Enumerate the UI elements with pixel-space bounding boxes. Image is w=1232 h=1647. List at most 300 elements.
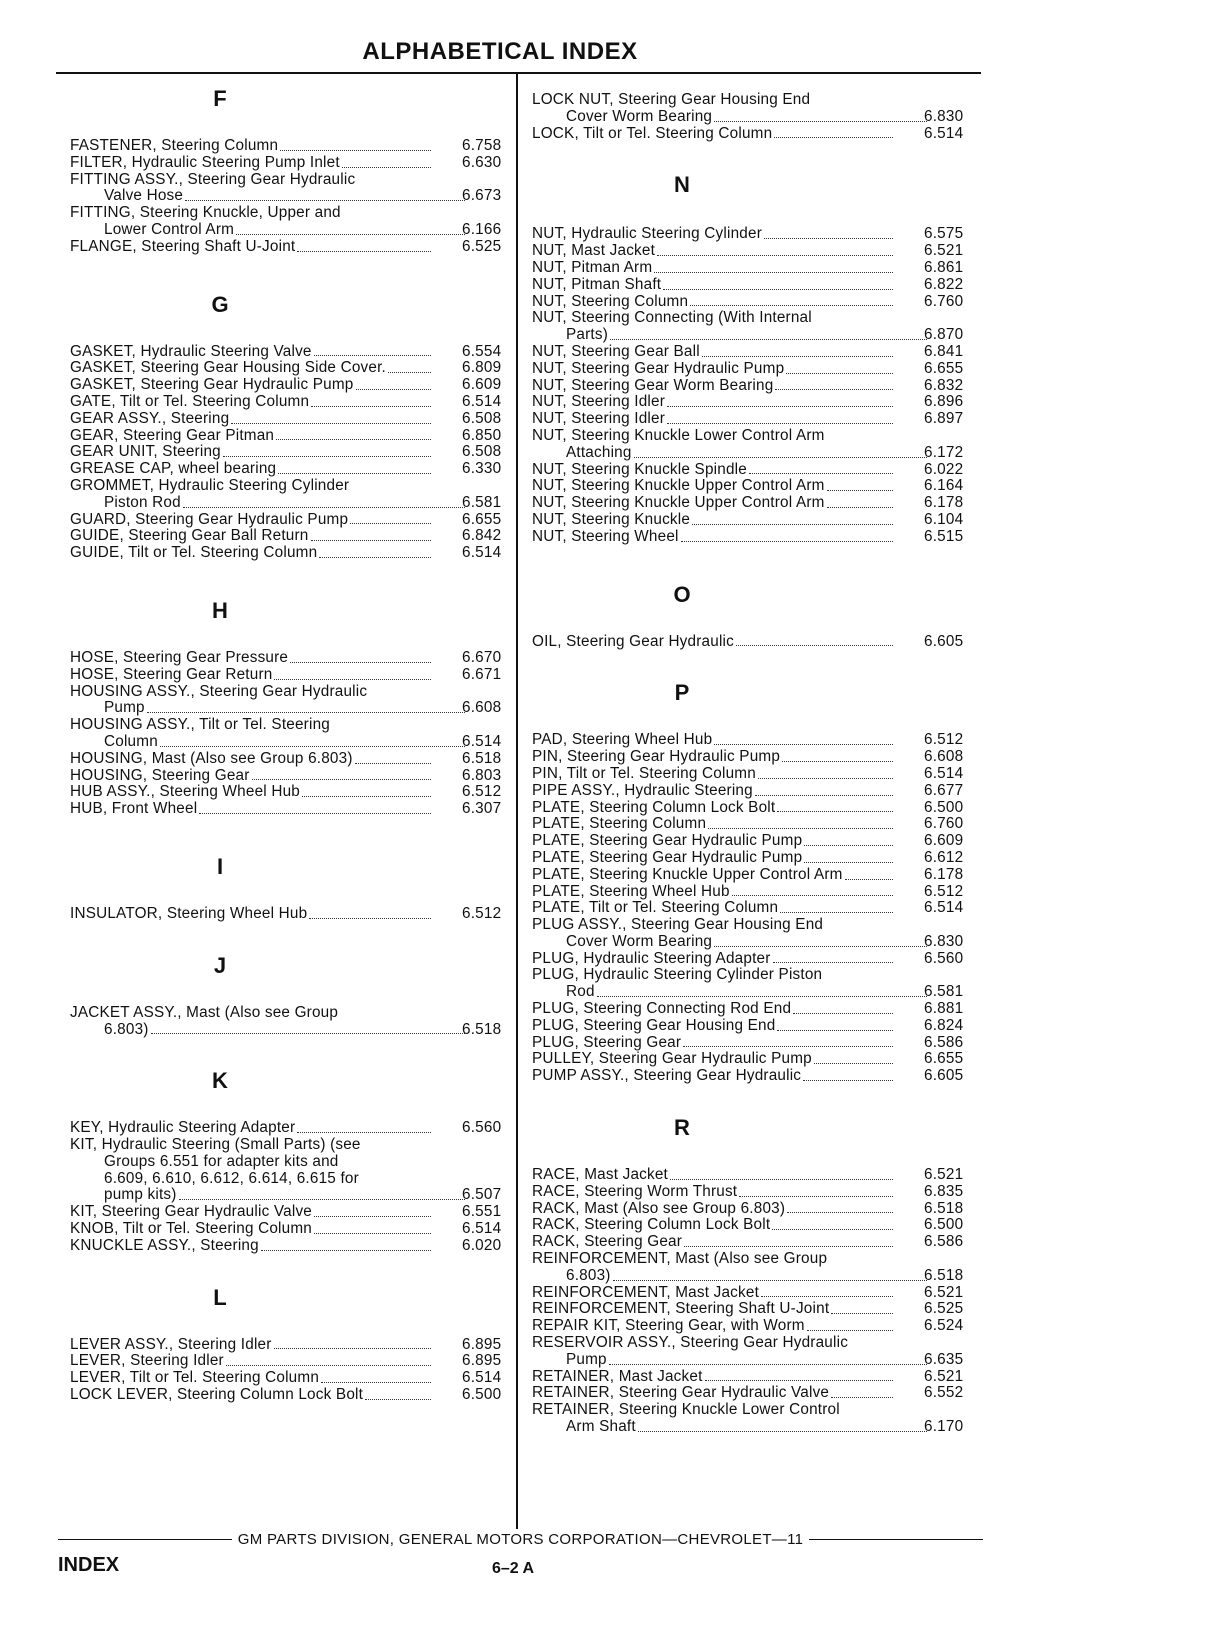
entry-text: GASKET, Steering Gear Housing Side Cover. bbox=[70, 359, 386, 377]
entry-text: REINFORCEMENT, Mast (Also see Group bbox=[532, 1250, 828, 1268]
dot-leader bbox=[274, 1348, 431, 1349]
page-reference: 6.605 bbox=[924, 632, 964, 650]
page-reference: 6.552 bbox=[924, 1384, 964, 1402]
page-number: 6–2 A bbox=[492, 1560, 535, 1577]
page-reference: 6.554 bbox=[462, 342, 502, 360]
page-reference: 6.897 bbox=[924, 410, 964, 428]
entry-text: GASKET, Hydraulic Steering Valve bbox=[70, 342, 312, 360]
page-reference: 6.677 bbox=[924, 781, 964, 799]
dot-leader bbox=[773, 962, 893, 963]
index-entry bbox=[532, 1251, 972, 1285]
entry-text: NUT, Pitman Arm bbox=[532, 258, 653, 276]
page-reference: 6.514 bbox=[924, 899, 964, 917]
page-reference: 6.508 bbox=[462, 409, 502, 427]
dot-leader bbox=[638, 1431, 927, 1432]
index-entry bbox=[70, 545, 510, 562]
page-reference: 6.514 bbox=[462, 544, 502, 562]
section-letter: K bbox=[212, 1068, 228, 1094]
entry-text: PLUG ASSY., Steering Gear Housing End bbox=[532, 916, 824, 934]
index-entry bbox=[532, 344, 972, 361]
dot-leader bbox=[690, 305, 893, 306]
index-section bbox=[70, 292, 510, 562]
page-reference: 6.609 bbox=[924, 832, 964, 850]
dot-leader bbox=[708, 828, 893, 829]
dot-leader bbox=[657, 255, 893, 256]
page-reference: 6.307 bbox=[462, 800, 502, 818]
page-reference: 6.655 bbox=[924, 359, 964, 377]
page-reference: 6.655 bbox=[462, 510, 502, 528]
dot-leader bbox=[314, 1233, 431, 1234]
index-entry bbox=[70, 155, 510, 172]
dot-leader bbox=[297, 251, 431, 252]
index-entry bbox=[532, 917, 972, 951]
page-reference: 6.895 bbox=[462, 1335, 502, 1353]
index-section bbox=[70, 854, 510, 923]
dot-leader bbox=[350, 523, 431, 524]
entry-text: NUT, Steering Knuckle Spindle bbox=[532, 460, 747, 478]
footer-rule-right bbox=[809, 1539, 983, 1541]
index-entry bbox=[532, 1051, 972, 1068]
entry-text: GEAR ASSY., Steering bbox=[70, 409, 230, 427]
dot-leader bbox=[261, 1250, 431, 1251]
index-entry bbox=[70, 1387, 510, 1404]
page-title: ALPHABETICAL INDEX bbox=[362, 38, 638, 65]
dot-leader bbox=[667, 406, 893, 407]
dot-leader bbox=[609, 1364, 927, 1365]
dot-leader bbox=[758, 778, 893, 779]
entry-text: KIT, Steering Gear Hydraulic Valve bbox=[70, 1203, 313, 1221]
entry-text: NUT, Steering Gear Hydraulic Pump bbox=[532, 359, 785, 377]
entry-text: 6.609, 6.610, 6.612, 6.614, 6.615 for bbox=[104, 1169, 359, 1187]
entry-text: FITTING ASSY., Steering Gear Hydraulic bbox=[70, 170, 356, 188]
page-reference: 6.671 bbox=[462, 665, 502, 683]
dot-leader bbox=[185, 200, 465, 201]
entry-text: GEAR UNIT, Steering bbox=[70, 443, 221, 461]
entry-text: JACKET ASSY., Mast (Also see Group bbox=[70, 1003, 339, 1021]
page-reference: 6.178 bbox=[924, 865, 964, 883]
entry-text: PLATE, Steering Column Lock Bolt bbox=[532, 798, 776, 816]
index-entry bbox=[532, 1285, 972, 1302]
index-entry bbox=[70, 528, 510, 545]
entry-text: PLATE, Steering Wheel Hub bbox=[532, 882, 730, 900]
index-entry bbox=[532, 1018, 972, 1035]
page-reference: 6.605 bbox=[924, 1067, 964, 1085]
entry-text: NUT, Steering Knuckle bbox=[532, 510, 691, 528]
entry-text: LOCK NUT, Steering Gear Housing End bbox=[532, 91, 811, 108]
dot-leader bbox=[683, 1046, 893, 1047]
entry-text: NUT, Mast Jacket bbox=[532, 242, 656, 260]
dot-leader bbox=[252, 779, 431, 780]
dot-leader bbox=[807, 1330, 893, 1331]
page-reference: 6.507 bbox=[462, 1186, 502, 1204]
dot-leader bbox=[705, 1380, 893, 1381]
entry-text: Column bbox=[104, 732, 158, 750]
index-entry bbox=[70, 512, 510, 529]
dot-leader bbox=[356, 389, 431, 390]
index-entry bbox=[532, 766, 972, 783]
index-entry bbox=[70, 428, 510, 445]
entry-text: HOUSING ASSY., Steering Gear Hydraulic bbox=[70, 682, 368, 700]
dot-leader bbox=[365, 1399, 431, 1400]
entry-text: PLATE, Steering Gear Hydraulic Pump bbox=[532, 832, 803, 850]
page-reference: 6.518 bbox=[924, 1199, 964, 1217]
page-reference: 6.512 bbox=[924, 882, 964, 900]
index-entry bbox=[532, 833, 972, 850]
dot-leader bbox=[831, 1313, 893, 1314]
index-entry bbox=[532, 126, 972, 143]
dot-leader bbox=[667, 423, 893, 424]
index-entry bbox=[70, 444, 510, 461]
page-reference: 6.670 bbox=[462, 648, 502, 666]
page-reference: 6.508 bbox=[462, 443, 502, 461]
entry-text: Pump bbox=[104, 699, 145, 717]
index-entry bbox=[532, 495, 972, 512]
page-reference: 6.870 bbox=[924, 326, 964, 344]
entry-text: GREASE CAP, wheel bearing bbox=[70, 460, 277, 478]
entry-text: Attaching bbox=[566, 443, 632, 461]
entry-text: HOSE, Steering Gear Return bbox=[70, 665, 273, 683]
index-entry bbox=[70, 768, 510, 785]
index-entry bbox=[532, 1301, 972, 1318]
entry-text: RETAINER, Steering Gear Hydraulic Valve bbox=[532, 1384, 830, 1402]
entry-text: RACE, Steering Worm Thrust bbox=[532, 1182, 738, 1200]
page-reference: 6.514 bbox=[924, 764, 964, 782]
entry-text: RETAINER, Steering Knuckle Lower Control bbox=[532, 1401, 840, 1419]
page-reference: 6.164 bbox=[924, 477, 964, 495]
entry-text: PULLEY, Steering Gear Hydraulic Pump bbox=[532, 1050, 812, 1068]
page-reference: 6.521 bbox=[924, 1283, 964, 1301]
dot-leader bbox=[739, 1196, 893, 1197]
entry-text: NUT, Steering Knuckle Upper Control Arm bbox=[532, 494, 825, 512]
page-reference: 6.830 bbox=[924, 107, 964, 125]
entry-text: RACK, Mast (Also see Group 6.803) bbox=[532, 1199, 786, 1217]
page-reference: 6.850 bbox=[462, 426, 502, 444]
entry-text: OIL, Steering Gear Hydraulic bbox=[532, 632, 734, 650]
section-letter: H bbox=[212, 597, 228, 623]
index-entry bbox=[532, 226, 972, 243]
entry-text: pump kits) bbox=[104, 1186, 177, 1204]
index-section bbox=[532, 1115, 972, 1436]
page-reference: 6.518 bbox=[462, 1020, 502, 1038]
entry-text: Cover Worm Bearing bbox=[566, 107, 713, 125]
dot-leader bbox=[654, 272, 893, 273]
entry-text: PIPE ASSY., Hydraulic Steering bbox=[532, 781, 753, 799]
index-entry bbox=[532, 1184, 972, 1201]
entry-text: 6.803) bbox=[104, 1020, 149, 1038]
index-entry bbox=[70, 751, 510, 768]
index-entry bbox=[532, 294, 972, 311]
dot-leader bbox=[777, 811, 893, 812]
entry-text: Groups 6.551 for adapter kits and bbox=[104, 1152, 339, 1170]
index-entry bbox=[70, 461, 510, 478]
entry-text: NUT, Steering Idler bbox=[532, 393, 666, 411]
page-reference: 6.609 bbox=[462, 376, 502, 394]
dot-leader bbox=[714, 121, 927, 122]
dot-leader bbox=[226, 1365, 431, 1366]
entry-text: PIN, Steering Gear Hydraulic Pump bbox=[532, 748, 781, 766]
index-entry bbox=[532, 1318, 972, 1335]
index-entry bbox=[532, 1335, 972, 1369]
page-reference: 6.586 bbox=[924, 1233, 964, 1251]
page-reference: 6.521 bbox=[924, 242, 964, 260]
entry-text: INSULATOR, Steering Wheel Hub bbox=[70, 904, 308, 922]
index-entry bbox=[70, 667, 510, 684]
dot-leader bbox=[297, 1132, 431, 1133]
index-entry bbox=[532, 310, 972, 344]
dot-leader bbox=[803, 1080, 893, 1081]
entry-text: KEY, Hydraulic Steering Adapter bbox=[70, 1119, 296, 1137]
entry-text: GUARD, Steering Gear Hydraulic Pump bbox=[70, 510, 349, 528]
page-reference: 6.020 bbox=[462, 1236, 502, 1254]
index-entry bbox=[70, 239, 510, 256]
index-entry bbox=[70, 717, 510, 751]
entry-text: LEVER ASSY., Steering Idler bbox=[70, 1335, 272, 1353]
dot-leader bbox=[147, 712, 465, 713]
dot-leader bbox=[670, 1179, 893, 1180]
index-entry bbox=[70, 1005, 510, 1039]
index-entry bbox=[532, 1385, 972, 1402]
page-reference: 6.104 bbox=[924, 510, 964, 528]
entry-text: RACK, Steering Column Lock Bolt bbox=[532, 1216, 771, 1234]
entry-text: FLANGE, Steering Shaft U-Joint bbox=[70, 237, 296, 255]
index-entry bbox=[532, 816, 972, 833]
page-reference: 6.524 bbox=[924, 1317, 964, 1335]
index-entry bbox=[70, 1337, 510, 1354]
page-reference: 6.630 bbox=[462, 153, 502, 171]
entry-text: PLUG, Steering Connecting Rod End bbox=[532, 1000, 792, 1018]
page-reference: 6.500 bbox=[924, 798, 964, 816]
entry-text: RACE, Mast Jacket bbox=[532, 1166, 669, 1184]
index-entry bbox=[532, 260, 972, 277]
index-entry bbox=[532, 462, 972, 479]
entry-text: HUB ASSY., Steering Wheel Hub bbox=[70, 783, 300, 801]
index-entry bbox=[70, 377, 510, 394]
index-entry bbox=[70, 684, 510, 718]
index-section bbox=[532, 680, 972, 1085]
index-entry bbox=[70, 138, 510, 155]
dot-leader bbox=[736, 645, 893, 646]
dot-leader bbox=[804, 862, 893, 863]
page-reference: 6.514 bbox=[462, 732, 502, 750]
entry-text: Valve Hose bbox=[104, 187, 184, 205]
index-entry bbox=[70, 1370, 510, 1387]
footer-text: GM PARTS DIVISION, GENERAL MOTORS CORPORATION—CHEVROLET—11 bbox=[237, 1531, 804, 1548]
page-reference: 6.841 bbox=[924, 342, 964, 360]
dot-leader bbox=[321, 1382, 431, 1383]
index-entry bbox=[532, 529, 972, 546]
section-letter: G bbox=[211, 291, 229, 317]
entry-text: REPAIR KIT, Steering Gear, with Worm bbox=[532, 1317, 805, 1335]
entry-text: NUT, Steering Knuckle Upper Control Arm bbox=[532, 477, 825, 495]
entry-text: Arm Shaft bbox=[566, 1418, 636, 1436]
entry-text: NUT, Steering Gear Ball bbox=[532, 342, 700, 360]
page-reference: 6.861 bbox=[924, 258, 964, 276]
page-reference: 6.758 bbox=[462, 137, 502, 154]
entry-text: Rod bbox=[566, 983, 595, 1001]
entry-text: PLUG, Steering Gear Housing End bbox=[532, 1016, 776, 1034]
index-entry bbox=[532, 1402, 972, 1436]
entry-text: KNOB, Tilt or Tel. Steering Column bbox=[70, 1220, 313, 1238]
dot-leader bbox=[278, 473, 431, 474]
index-entry bbox=[532, 1234, 972, 1251]
index-entry bbox=[532, 1369, 972, 1386]
dot-leader bbox=[787, 1212, 893, 1213]
entry-text: PLUG, Steering Gear bbox=[532, 1033, 682, 1051]
dot-leader bbox=[319, 557, 431, 558]
page-reference: 6.514 bbox=[462, 392, 502, 410]
index-section bbox=[70, 1285, 510, 1404]
index-entry bbox=[70, 1204, 510, 1221]
dot-leader bbox=[290, 662, 431, 663]
entry-text: RESERVOIR ASSY., Steering Gear Hydraulic bbox=[532, 1334, 849, 1352]
page-reference: 6.581 bbox=[462, 493, 502, 511]
index-entry bbox=[532, 394, 972, 411]
page-reference: 6.022 bbox=[924, 460, 964, 478]
dot-leader bbox=[311, 540, 432, 541]
entry-text: PLATE, Steering Knuckle Upper Control Arm bbox=[532, 865, 843, 883]
dot-leader bbox=[388, 372, 431, 373]
dot-leader bbox=[782, 761, 893, 762]
dot-leader bbox=[223, 456, 431, 457]
index-entry bbox=[70, 1221, 510, 1238]
dot-leader bbox=[314, 355, 431, 356]
page-reference: 6.560 bbox=[462, 1119, 502, 1137]
dot-leader bbox=[276, 439, 431, 440]
dot-leader bbox=[845, 879, 893, 880]
dot-leader bbox=[684, 1246, 893, 1247]
entry-text: NUT, Steering Wheel bbox=[532, 527, 679, 545]
entry-text: GUIDE, Steering Gear Ball Return bbox=[70, 527, 309, 545]
page-reference: 6.521 bbox=[924, 1367, 964, 1385]
index-entry bbox=[532, 478, 972, 495]
entry-text: Pump bbox=[566, 1350, 607, 1368]
index-entry bbox=[532, 800, 972, 817]
page-reference: 6.760 bbox=[924, 292, 964, 310]
page-reference: 6.166 bbox=[462, 220, 502, 238]
entry-text: FASTENER, Steering Column bbox=[70, 137, 279, 154]
index-entry bbox=[532, 749, 972, 766]
dot-leader bbox=[692, 524, 893, 525]
page-reference: 6.881 bbox=[924, 1000, 964, 1018]
dot-leader bbox=[274, 679, 431, 680]
entry-text: PUMP ASSY., Steering Gear Hydraulic bbox=[532, 1067, 802, 1085]
page-reference: 6.512 bbox=[924, 731, 964, 749]
index-entry bbox=[70, 394, 510, 411]
dot-leader bbox=[681, 541, 893, 542]
section-letter: P bbox=[674, 680, 690, 706]
page-reference: 6.500 bbox=[924, 1216, 964, 1234]
page-reference: 6.822 bbox=[924, 275, 964, 293]
entry-text: LOCK LEVER, Steering Column Lock Bolt bbox=[70, 1386, 364, 1404]
dot-leader bbox=[160, 746, 465, 747]
entry-text: REINFORCEMENT, Mast Jacket bbox=[532, 1283, 760, 1301]
dot-leader bbox=[732, 895, 893, 896]
entry-text: LEVER, Steering Idler bbox=[70, 1352, 224, 1370]
page-reference: 6.512 bbox=[462, 783, 502, 801]
index-entry bbox=[70, 411, 510, 428]
index-entry bbox=[532, 1201, 972, 1218]
section-letter: R bbox=[674, 1115, 690, 1141]
dot-leader bbox=[309, 918, 431, 919]
page-reference: 6.896 bbox=[924, 393, 964, 411]
dot-leader bbox=[774, 137, 893, 138]
entry-text: HOUSING ASSY., Tilt or Tel. Steering bbox=[70, 716, 330, 734]
dot-leader bbox=[302, 796, 431, 797]
page-reference: 6.760 bbox=[924, 815, 964, 833]
entry-text: PLATE, Tilt or Tel. Steering Column bbox=[532, 899, 779, 917]
page-reference: 6.803 bbox=[462, 766, 502, 784]
page-reference: 6.172 bbox=[924, 443, 964, 461]
index-entry bbox=[532, 1068, 972, 1085]
entry-text: NUT, Hydraulic Steering Cylinder bbox=[532, 225, 762, 243]
dot-leader bbox=[597, 996, 927, 997]
dot-leader bbox=[749, 473, 893, 474]
index-entry bbox=[532, 361, 972, 378]
page-reference: 6.514 bbox=[462, 1369, 502, 1387]
index-section bbox=[532, 582, 972, 651]
index-entry bbox=[70, 205, 510, 239]
entry-text: PLATE, Steering Gear Hydraulic Pump bbox=[532, 848, 803, 866]
page-reference: 6.830 bbox=[924, 932, 964, 950]
page-reference: 6.809 bbox=[462, 359, 502, 377]
entry-text: NUT, Steering Column bbox=[532, 292, 689, 310]
index-section bbox=[70, 86, 510, 256]
index-entry bbox=[532, 850, 972, 867]
dot-leader bbox=[231, 423, 431, 424]
page-reference: 6.895 bbox=[462, 1352, 502, 1370]
section-letter: I bbox=[216, 853, 224, 879]
entry-text: PIN, Tilt or Tel. Steering Column bbox=[532, 764, 756, 782]
entry-text: GROMMET, Hydraulic Steering Cylinder bbox=[70, 476, 350, 494]
dot-leader bbox=[355, 763, 431, 764]
dot-leader bbox=[342, 167, 431, 168]
page-reference: 6.170 bbox=[924, 1418, 964, 1436]
index-entry bbox=[70, 344, 510, 361]
right-column bbox=[532, 74, 972, 1436]
page-reference: 6.842 bbox=[462, 527, 502, 545]
entry-text: KNUCKLE ASSY., Steering bbox=[70, 1236, 259, 1254]
index-entry bbox=[532, 1035, 972, 1052]
section-letter: L bbox=[213, 1284, 227, 1310]
entry-text: NUT, Steering Gear Worm Bearing bbox=[532, 376, 774, 394]
dot-leader bbox=[183, 507, 465, 508]
dot-leader bbox=[610, 339, 927, 340]
dot-leader bbox=[761, 1296, 893, 1297]
index-entry bbox=[532, 277, 972, 294]
dot-leader bbox=[714, 946, 927, 947]
index-entry bbox=[70, 906, 510, 923]
page-reference: 6.581 bbox=[924, 983, 964, 1001]
index-entry bbox=[532, 634, 972, 651]
section-letter: O bbox=[673, 581, 691, 607]
index-entry bbox=[532, 1217, 972, 1234]
page-reference: 6.608 bbox=[462, 699, 502, 717]
index-entry bbox=[532, 378, 972, 395]
page-reference: 6.824 bbox=[924, 1016, 964, 1034]
entry-text: PLATE, Steering Column bbox=[532, 815, 707, 833]
section-letter: J bbox=[213, 952, 227, 978]
dot-leader bbox=[814, 1063, 893, 1064]
entry-text: LEVER, Tilt or Tel. Steering Column bbox=[70, 1369, 320, 1387]
page-reference: 6.635 bbox=[924, 1350, 964, 1368]
index-label: INDEX bbox=[58, 1554, 120, 1576]
page-reference: 6.612 bbox=[924, 848, 964, 866]
index-section bbox=[70, 953, 510, 1039]
page-reference: 6.330 bbox=[462, 460, 502, 478]
index-entry bbox=[70, 801, 510, 818]
dot-leader bbox=[314, 1216, 431, 1217]
dot-leader bbox=[793, 1013, 893, 1014]
